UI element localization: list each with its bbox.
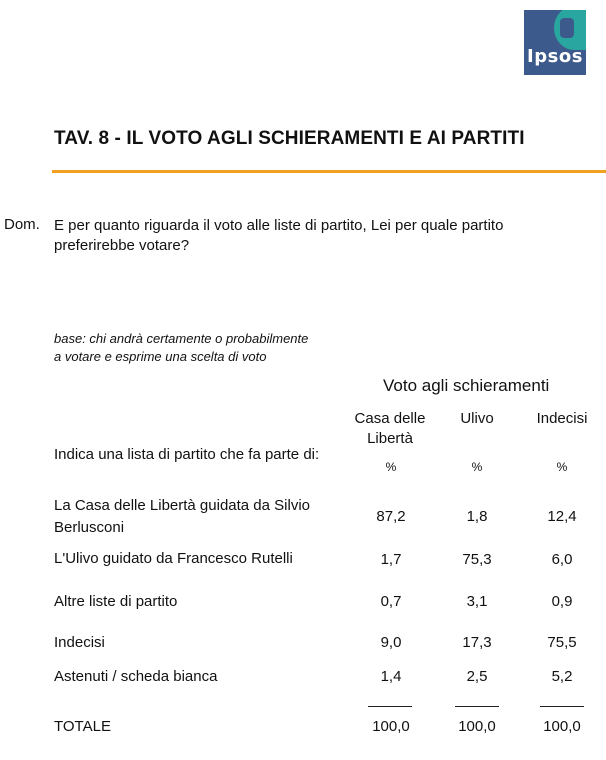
table-cell: 1,4 — [380, 668, 402, 685]
total-cell: 100,0 — [372, 718, 410, 735]
table-cell: 12,4 — [547, 508, 577, 525]
sum-line — [540, 706, 584, 707]
column-header-indecisi — [528, 409, 596, 429]
table-cell: 3,1 — [466, 593, 488, 610]
sum-line — [455, 706, 499, 707]
column-header-line: Casa delle — [354, 410, 426, 427]
page-title: TAV. 8 - IL VOTO AGLI SCHIERAMENTI E AI PARTITI — [54, 128, 525, 149]
base-note — [54, 330, 308, 366]
percent-unit: % — [385, 460, 397, 474]
question-label: Dom. — [4, 216, 40, 233]
column-header-line: Indecisi — [536, 410, 588, 427]
row-label-casa-delle-liberta — [54, 495, 310, 539]
table-cell: 17,3 — [462, 634, 492, 651]
base-note-line-2: a votare e esprime una scelta di voto — [54, 349, 267, 364]
table-cell: 75,3 — [462, 551, 492, 568]
row-label-ulivo: L'Ulivo guidato da Francesco Rutelli — [54, 550, 293, 567]
sum-line — [368, 706, 412, 707]
table-cell: 9,0 — [380, 634, 402, 651]
table-cell: 75,5 — [547, 634, 577, 651]
row-label-astenuti: Astenuti / scheda bianca — [54, 668, 218, 685]
table-cell: 2,5 — [466, 668, 488, 685]
row-label-indecisi: Indecisi — [54, 634, 105, 651]
table-cell: 1,7 — [380, 551, 402, 568]
row-label-line: La Casa delle Libertà guidata da Silvio — [54, 497, 311, 514]
title-divider — [52, 170, 606, 173]
table-cell: 6,0 — [551, 551, 573, 568]
column-group-header: Voto agli schieramenti — [383, 376, 550, 395]
column-header-line: Libertà — [367, 430, 413, 447]
table-cell: 0,7 — [380, 593, 402, 610]
logo-shape-inner — [560, 18, 574, 38]
table-cell: 5,2 — [551, 668, 573, 685]
table-cell: 0,9 — [551, 593, 573, 610]
row-label-altre-liste: Altre liste di partito — [54, 593, 178, 610]
sub-question-label: Indica una lista di partito che fa parte di: — [54, 446, 320, 463]
row-label-line: Berlusconi — [54, 519, 125, 536]
table-cell: 1,8 — [466, 508, 488, 525]
total-cell: 100,0 — [458, 718, 496, 735]
table-cell: 87,2 — [376, 508, 406, 525]
column-header-line: Ulivo — [460, 410, 494, 427]
row-label-totale: TOTALE — [54, 718, 111, 735]
percent-unit: % — [471, 460, 483, 474]
percent-unit: % — [556, 460, 568, 474]
total-cell: 100,0 — [543, 718, 581, 735]
column-header-ulivo — [446, 409, 508, 429]
ipsos-logo — [524, 10, 586, 75]
base-note-line-1: base: chi andrà certamente o probabilmente — [54, 331, 309, 346]
question-text: E per quanto riguarda il voto alle liste di partito, Lei per quale partito preferirebbe votare? — [54, 217, 504, 254]
logo-text: Ipsos — [527, 46, 583, 67]
column-header-casa-delle-liberta — [348, 409, 432, 449]
